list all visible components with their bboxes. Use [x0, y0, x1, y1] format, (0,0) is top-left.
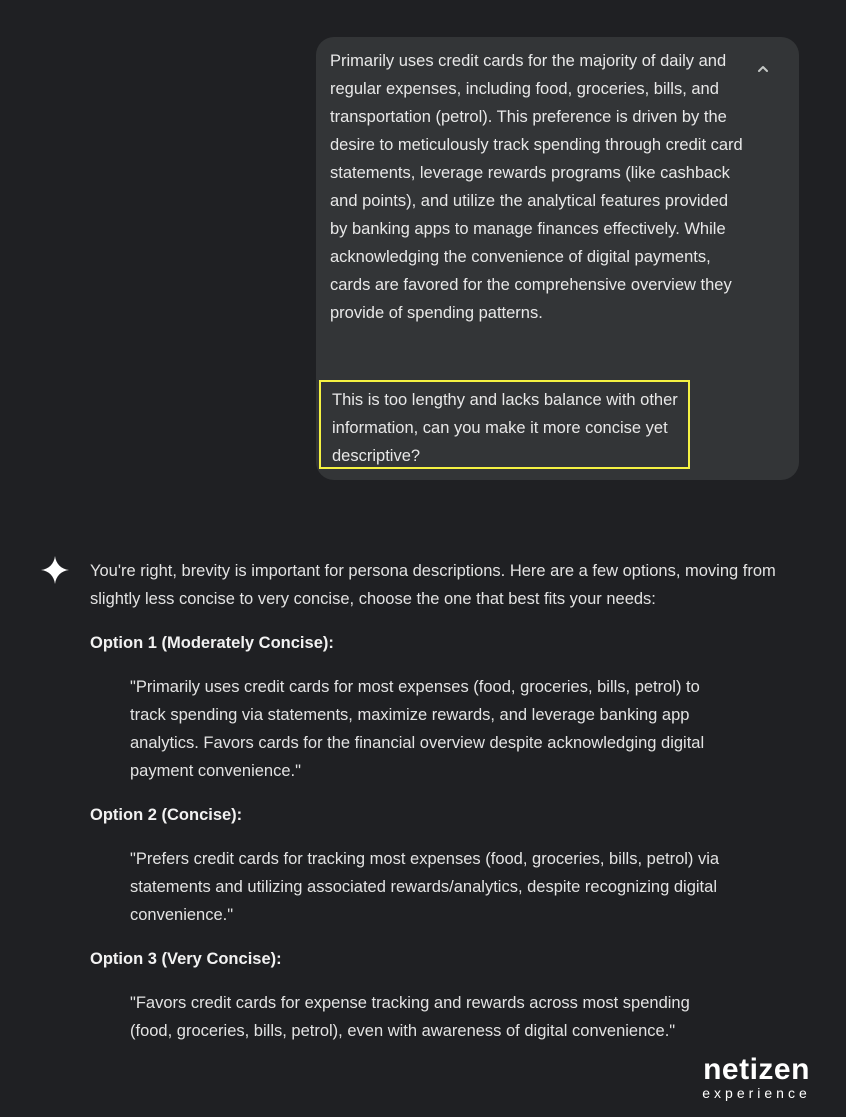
logo-main-text: netizen [703, 1053, 810, 1086]
option-1-heading: Option 1 (Moderately Concise): [90, 634, 334, 652]
user-message-bubble [316, 37, 799, 480]
option-2-heading: Option 2 (Concise): [90, 806, 243, 824]
highlighted-question [319, 380, 690, 469]
response-intro: You're right, brevity is important for persona descriptions. Here are a few options, moving from slightly less concise to very concise, choose the one that best fits your needs: [90, 562, 776, 608]
user-message-text: Primarily uses credit cards for the majority of daily and regular expenses, including food, groceries, bills, and transportation (petrol). This preference is driven by the desire to meticulously track spending through credit card statements, leverage rewards programs (like cashback and points), and utilize the analytical features provided by banking apps to manage finances effectively. While acknowledging the convenience of digital payments, cards are favored for the comprehensive overview they provide of spending patterns. [330, 52, 748, 322]
collapse-button[interactable] [749, 55, 777, 83]
option-3-heading: Option 3 (Very Concise): [90, 950, 282, 968]
chevron-up-icon [756, 64, 770, 74]
model-response [90, 557, 790, 1045]
option-1-quote: "Primarily uses credit cards for most expenses (food, groceries, bills, petrol) to track spending via statements, maximize rewards, and leverage banking app analytics. Favors cards for the financial overview despite acknowledging digital payment convenience." [130, 678, 705, 780]
logo-sub-text: experience [702, 1085, 811, 1101]
option-2-quote: "Prefers credit cards for tracking most expenses (food, groceries, bills, petrol) via statements and utilizing associated rewards/analytics, despite recognizing digital convenience." [130, 850, 720, 924]
gemini-spark-icon [40, 555, 70, 585]
option-3-quote: "Favors credit cards for expense tracking and rewards across most spending (food, groceries, bills, petrol), even with awareness of digital convenience." [130, 994, 690, 1040]
user-question-text: This is too lengthy and lacks balance with other information, can you make it more concise yet descriptive? [332, 391, 678, 465]
netizen-experience-logo [694, 1055, 819, 1103]
